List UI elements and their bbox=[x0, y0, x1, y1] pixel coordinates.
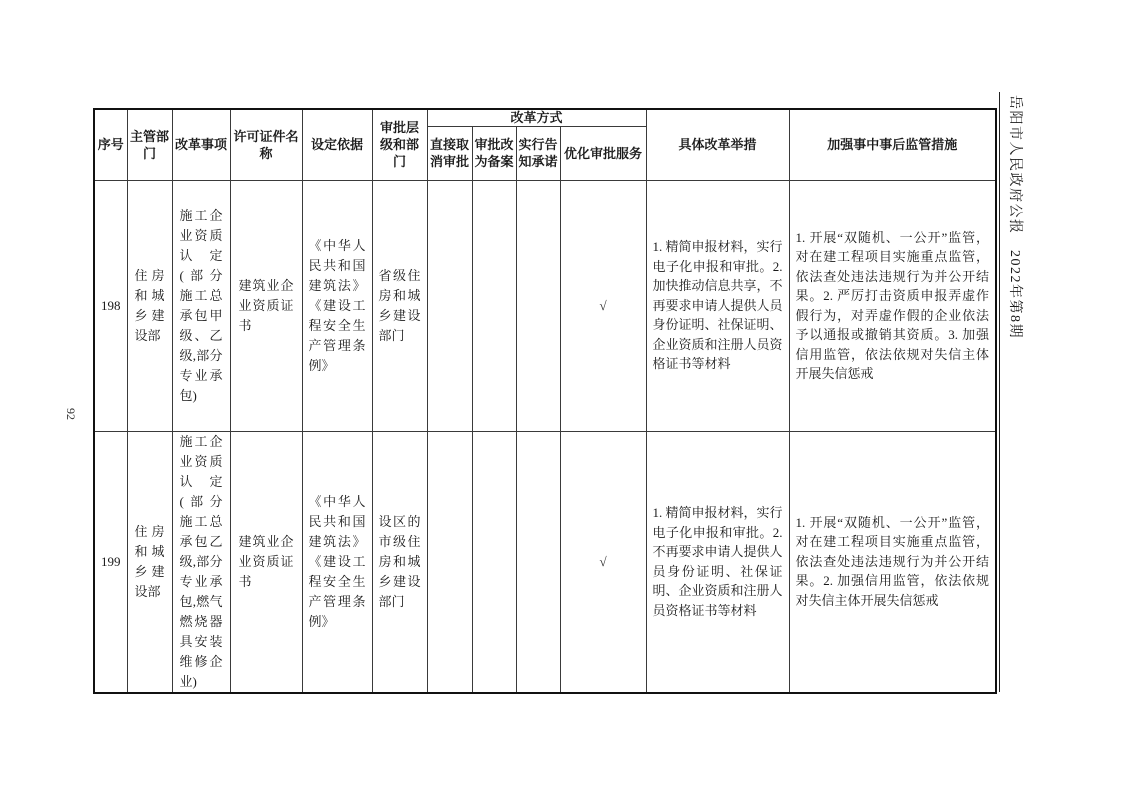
cell-supervision-measures: 1. 开展“双随机、一公开”监管，对在建工程项目实施重点监管，依法查处违法违规行为并公开结果。2. 严厉打击资质申报弄虚作假行为，对弄虚作假的企业依法予以通报或撤销其资质。3. 加强信用监管，依法依规对失信主体开展失信惩戒 bbox=[789, 180, 996, 431]
cell-legal-basis: 《中华人民共和国建筑法》《建设工程安全生产管理条例》 bbox=[302, 431, 372, 693]
col-header-change-to-filing: 审批改为备案 bbox=[472, 126, 516, 180]
cell-cancel-approval bbox=[427, 431, 472, 693]
cell-department: 住房和城乡建设部 bbox=[127, 431, 172, 693]
cell-license-name: 建筑业企业资质证书 bbox=[230, 431, 302, 693]
col-header-department: 主管部门 bbox=[127, 109, 172, 180]
col-header-serial: 序号 bbox=[94, 109, 127, 180]
col-header-notification-commitment: 实行告知承诺 bbox=[516, 126, 560, 180]
col-header-cancel-approval: 直接取消审批 bbox=[427, 126, 472, 180]
page-number: 92 bbox=[64, 408, 78, 420]
cell-cancel-approval bbox=[427, 180, 472, 431]
cell-approval-level: 设区的市级住房和城乡建设部门 bbox=[372, 431, 427, 693]
cell-approval-level: 省级住房和城乡建设部门 bbox=[372, 180, 427, 431]
col-header-reform-mode-group: 改革方式 bbox=[427, 109, 646, 126]
cell-optimize-service-checkmark: √ bbox=[560, 180, 646, 431]
col-header-optimize-service: 优化审批服务 bbox=[560, 126, 646, 180]
cell-optimize-service-checkmark: √ bbox=[560, 431, 646, 693]
col-header-legal-basis: 设定依据 bbox=[302, 109, 372, 180]
gazette-title-sidebar: 岳阳市人民政府公报 2022年第8期 bbox=[1007, 95, 1022, 339]
header-row-group bbox=[94, 109, 996, 126]
cell-reform-item: 施工企业资质认定(部分施工总承包甲级、乙级,部分专业承包) bbox=[172, 180, 230, 431]
cell-legal-basis: 《中华人民共和国建筑法》《建设工程安全生产管理条例》 bbox=[302, 180, 372, 431]
cell-notification-commitment bbox=[516, 180, 560, 431]
col-header-supervision-measures: 加强事中事后监管措施 bbox=[789, 109, 996, 180]
cell-serial: 198 bbox=[94, 180, 127, 431]
cell-specific-measures: 1. 精简申报材料，实行电子化申报和审批。2. 加快推动信息共享，不再要求申请人提供人员身份证明、社保证明、企业资质和注册人员资格证书等材料 bbox=[646, 180, 789, 431]
cell-serial: 199 bbox=[94, 431, 127, 693]
reform-items-table bbox=[93, 108, 997, 694]
col-header-reform-item: 改革事项 bbox=[172, 109, 230, 180]
cell-license-name: 建筑业企业资质证书 bbox=[230, 180, 302, 431]
table-row-199 bbox=[94, 431, 996, 693]
cell-notification-commitment bbox=[516, 431, 560, 693]
cell-reform-item: 施工企业资质认定(部分施工总承包乙级,部分专业承包,燃气燃烧器具安装维修企业) bbox=[172, 431, 230, 693]
cell-change-to-filing bbox=[472, 431, 516, 693]
table-row-198 bbox=[94, 180, 996, 431]
cell-specific-measures: 1. 精简申报材料，实行电子化申报和审批。2. 不再要求申请人提供人员身份证明、社保证明、企业资质和注册人员资格证书等材料 bbox=[646, 431, 789, 693]
col-header-specific-measures: 具体改革举措 bbox=[646, 109, 789, 180]
sidebar-rule-line bbox=[999, 92, 1000, 692]
col-header-license-name: 许可证件名称 bbox=[230, 109, 302, 180]
cell-change-to-filing bbox=[472, 180, 516, 431]
cell-department: 住房和城乡建设部 bbox=[127, 180, 172, 431]
col-header-approval-level: 审批层级和部门 bbox=[372, 109, 427, 180]
cell-supervision-measures: 1. 开展“双随机、一公开”监管，对在建工程项目实施重点监管，依法查处违法违规行为并公开结果。2. 加强信用监管，依法依规对失信主体开展失信惩戒 bbox=[789, 431, 996, 693]
